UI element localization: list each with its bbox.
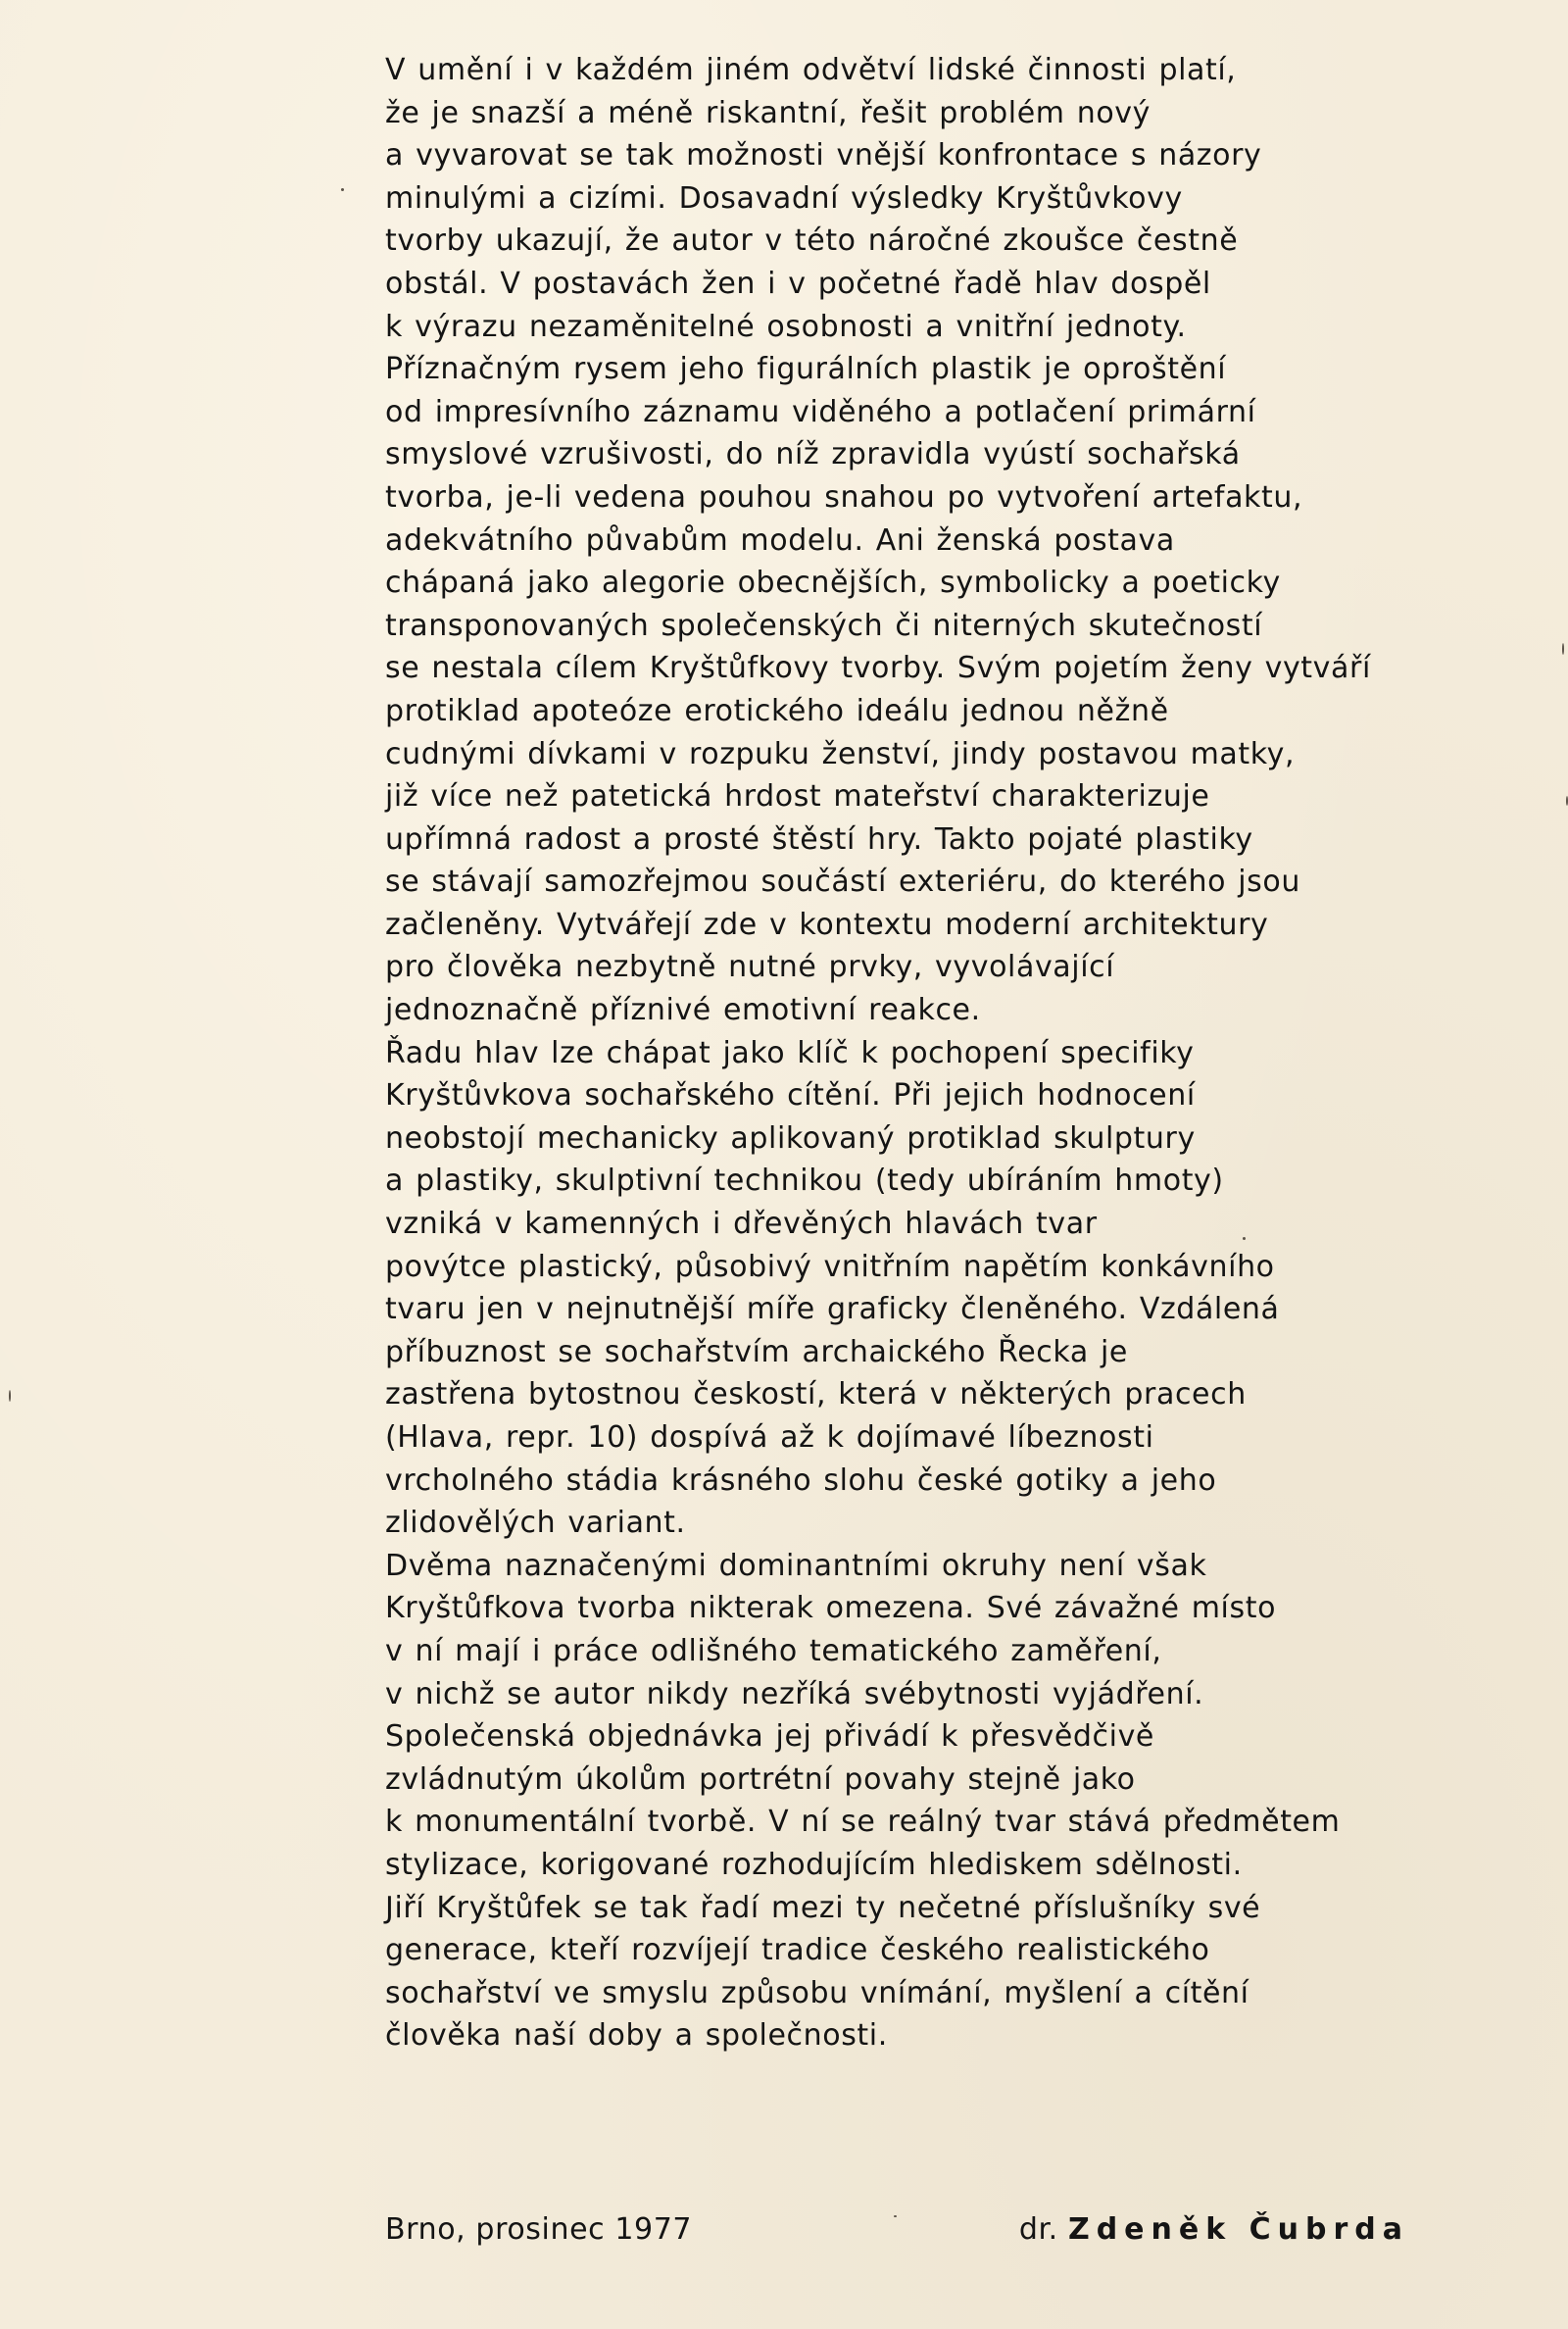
text-line: zvládnutým úkolům portrétní povahy stejně jako — [385, 1761, 1136, 1797]
text-line: začleněny. Vytvářejí zde v kontextu moderní architektury — [385, 907, 1269, 942]
text-line: sochařství ve smyslu způsobu vnímání, myšlení a cítění — [385, 1975, 1250, 2010]
signature-footer — [385, 2205, 1409, 2255]
author-signature — [1019, 2205, 1409, 2255]
text-line: stylizace, korigované rozhodujícím hlediskem sdělnosti. — [385, 1847, 1243, 1882]
text-line: od impresívního záznamu viděného a potlačení primární — [385, 394, 1256, 429]
text-line: již více než patetická hrdost mateřství charakterizuje — [385, 779, 1210, 815]
text-line: v nichž se autor nikdy nezříká svébytnosti vyjádření. — [385, 1676, 1204, 1711]
text-line: jednoznačně příznivé emotivní reakce. — [385, 993, 981, 1028]
text-line: člověka naší doby a společnosti. — [385, 2018, 888, 2054]
text-line: a plastiky, skulptivní technikou (tedy ubíráním hmoty) — [385, 1164, 1224, 1199]
text-line: vrcholného stádia krásného slohu české gotiky a jeho — [385, 1462, 1217, 1498]
scan-speck — [341, 188, 344, 191]
scan-speck — [894, 2215, 897, 2217]
text-line: se stávají samozřejmou součástí exteriéru, do kterého jsou — [385, 865, 1300, 900]
text-line: tvorby ukazují, že autor v této náročné zkoušce čestně — [385, 223, 1239, 259]
body-text — [385, 49, 1444, 2057]
text-line: tvaru jen v nejnutnější míře graficky členěného. Vzdálená — [385, 1292, 1280, 1327]
scan-speck — [1562, 643, 1564, 655]
text-line: se nestala cílem Kryštůfkovy tvorby. Svým pojetím ženy vytváří — [385, 651, 1371, 686]
text-line: zlidovělých variant. — [385, 1506, 686, 1541]
place-date: Brno, prosinec 1977 — [385, 2212, 693, 2247]
scan-speck — [1243, 1237, 1246, 1240]
text-line: vzniká v kamenných i dřevěných hlavách tvar — [385, 1207, 1098, 1242]
text-line: minulými a cizími. Dosavadní výsledky Kryštůvkovy — [385, 180, 1183, 216]
text-line: tvorba, je-li vedena pouhou snahou po vytvoření artefaktu, — [385, 479, 1303, 515]
text-line: smyslové vzrušivosti, do níž zpravidla vyústí sochařská — [385, 437, 1241, 472]
text-line: adekvátního půvabům modelu. Ani ženská postava — [385, 522, 1175, 558]
text-line: příbuznost se sochařstvím archaického Řecka je — [385, 1334, 1128, 1369]
text-line: že je snazší a méně riskantní, řešit problém nový — [385, 95, 1152, 130]
text-line: obstál. V postavách žen i v početné řadě hlav dospěl — [385, 266, 1211, 301]
text-line: Kryštůvkova sochařského cítění. Při jejich hodnocení — [385, 1078, 1196, 1114]
scan-speck — [9, 1390, 11, 1402]
text-line: Kryštůfkova tvorba nikterak omezena. Své závažné místo — [385, 1591, 1277, 1626]
text-line: v ní mají i práce odlišného tematického zaměření, — [385, 1633, 1162, 1668]
text-line: k monumentální tvorbě. V ní se reálný tvar stává předmětem — [385, 1805, 1341, 1840]
text-line: Jiří Kryštůfek se tak řadí mezi ty nečetné příslušníky své — [385, 1890, 1261, 1925]
text-line: Dvěma naznačenými dominantními okruhy není však — [385, 1548, 1207, 1583]
text-line: povýtce plastický, působivý vnitřním napětím konkávního — [385, 1249, 1275, 1284]
text-line: neobstojí mechanicky aplikovaný protiklad skulptury — [385, 1120, 1196, 1156]
text-line: k výrazu nezaměnitelné osobnosti a vnitřní jednoty. — [385, 309, 1187, 344]
text-line: cudnými dívkami v rozpuku ženství, jindy postavou matky, — [385, 736, 1296, 771]
text-line: zastřena bytostnou českostí, která v některých pracech — [385, 1377, 1247, 1412]
text-line: Řadu hlav lze chápat jako klíč k pochopení specifiky — [385, 1035, 1195, 1070]
author-prefix: dr. — [1018, 2212, 1058, 2247]
author-name: Zdeněk Čubrda — [1067, 2212, 1409, 2247]
text-line: chápaná jako alegorie obecnějších, symbolicky a poeticky — [385, 566, 1281, 601]
text-line: pro člověka nezbytně nutné prvky, vyvolávající — [385, 950, 1115, 985]
text-line: transponovaných společenských či niterných skutečností — [385, 608, 1263, 643]
text-line: V umění i v každém jiném odvětví lidské činnosti platí, — [385, 53, 1237, 87]
text-line: Příznačným rysem jeho figurálních plastik je oproštění — [385, 352, 1227, 387]
text-line: protiklad apoteóze erotického ideálu jednou něžně — [385, 693, 1169, 728]
text-line: a vyvarovat se tak možnosti vnější konfrontace s názory — [385, 138, 1262, 173]
text-line: Společenská objednávka jej přivádí k přesvědčivě — [385, 1719, 1154, 1755]
text-line: upřímná radost a prosté štěstí hry. Takto pojaté plastiky — [385, 821, 1253, 857]
text-line: generace, kteří rozvíjejí tradice českého realistického — [385, 1933, 1210, 1968]
text-line: (Hlava, repr. 10) dospívá až k dojímavé líbeznosti — [385, 1420, 1154, 1455]
